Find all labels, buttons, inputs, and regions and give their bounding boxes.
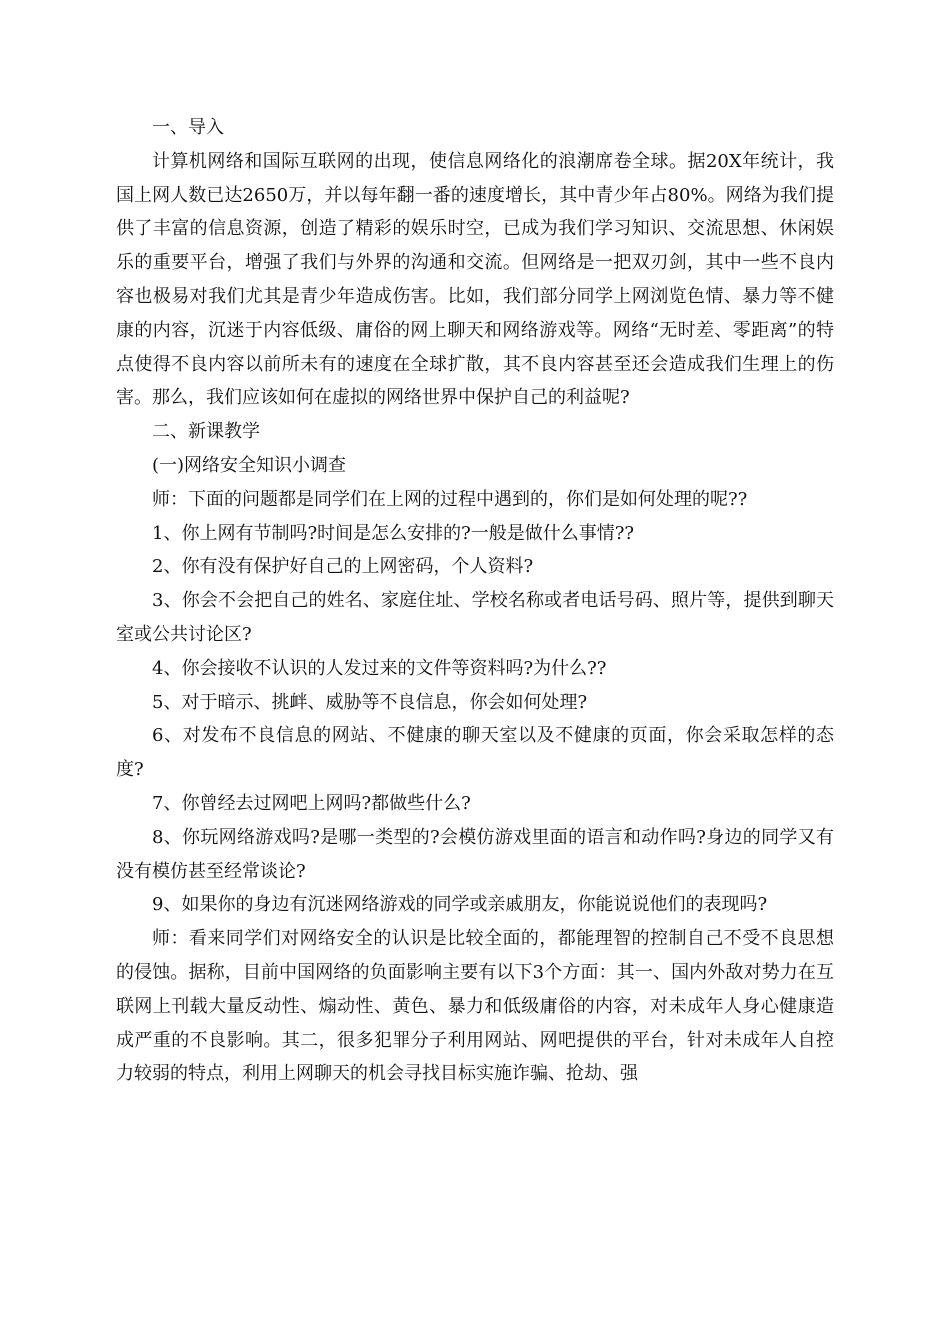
survey-question-5: 5、对于暗示、挑衅、威胁等不良信息，你会如何处理?	[152, 691, 588, 713]
survey-question-8: 8、你玩网络游戏吗?是哪一类型的?会模仿游戏里面的语言和动作吗?身边的同学又有没有模仿甚至经常谈论?	[116, 826, 834, 882]
section-heading-new-lesson: 二、新课教学	[152, 421, 260, 443]
survey-question-6: 6、对发布不良信息的网站、不健康的聊天室以及不健康的页面，你会采取怎样的态度?	[116, 725, 834, 781]
survey-question-2: 2、你有没有保护好自己的上网密码，个人资料?	[152, 556, 534, 578]
section-heading-intro: 一、导入	[152, 117, 224, 138]
subsection-heading-survey: (一)网络安全知识小调查	[152, 454, 347, 476]
intro-paragraph: 计算机网络和国际互联网的出现，使信息网络化的浪潮席卷全球。据20X年统计，我国上网人数已达2650万，并以每年翻一番的速度增长，其中青少年占80%。网络为我们提供了丰富的信息资源，创造了精彩的娱乐时空，已成为我们学习知识、交流思想、休闲娱乐的重要平台，增强了我们与外界的沟通和交流。但网络是一把双刃剑，其中一些不良内容也极易对我们尤其是青少年造成伤害。比如，我们部分同学上网浏览色情、暴力等不健康的内容，沉迷于内容低级、庸俗的网上聊天和网络游戏等。网络“无时差、零距离”的特点使得不良内容以前所未有的速度在全球扩散，其不良内容甚至还会造成我们生理上的伤害。那么，我们应该如何在虚拟的网络世界中保护自己的利益呢?	[116, 150, 834, 409]
survey-question-3: 3、你会不会把自己的姓名、家庭住址、学校名称或者电话号码、照片等，提供到聊天室或公共讨论区?	[116, 590, 834, 645]
teacher-question-intro: 师：下面的问题都是同学们在上网的过程中遇到的，你们是如何处理的呢??	[152, 488, 748, 510]
survey-question-7: 7、你曾经去过网吧上网吗?都做些什么?	[152, 792, 471, 814]
survey-question-4: 4、你会接收不认识的人发过来的文件等资料吗?为什么??	[152, 657, 607, 679]
survey-question-1: 1、你上网有节制吗?时间是怎么安排的?一般是做什么事情??	[152, 522, 635, 544]
survey-question-9: 9、如果你的身边有沉迷网络游戏的同学或亲戚朋友，你能说说他们的表现吗?	[152, 894, 768, 916]
teacher-summary-paragraph: 师：看来同学们对网络安全的认识是比较全面的，都能理智的控制自己不受不良思想的侵蚀。据称，目前中国网络的负面影响主要有以下3个方面：其一、国内外敌对势力在互联网上刊载大量反动性、煽动性、黄色、暴力和低级庸俗的内容，对未成年人身心健康造成严重的不良影响。其二，很多犯罪分子利用网站、网吧提供的平台，针对未成年人自控力较弱的特点，利用上网聊天的机会寻找目标实施诈骗、抢劫、强	[116, 928, 834, 1085]
